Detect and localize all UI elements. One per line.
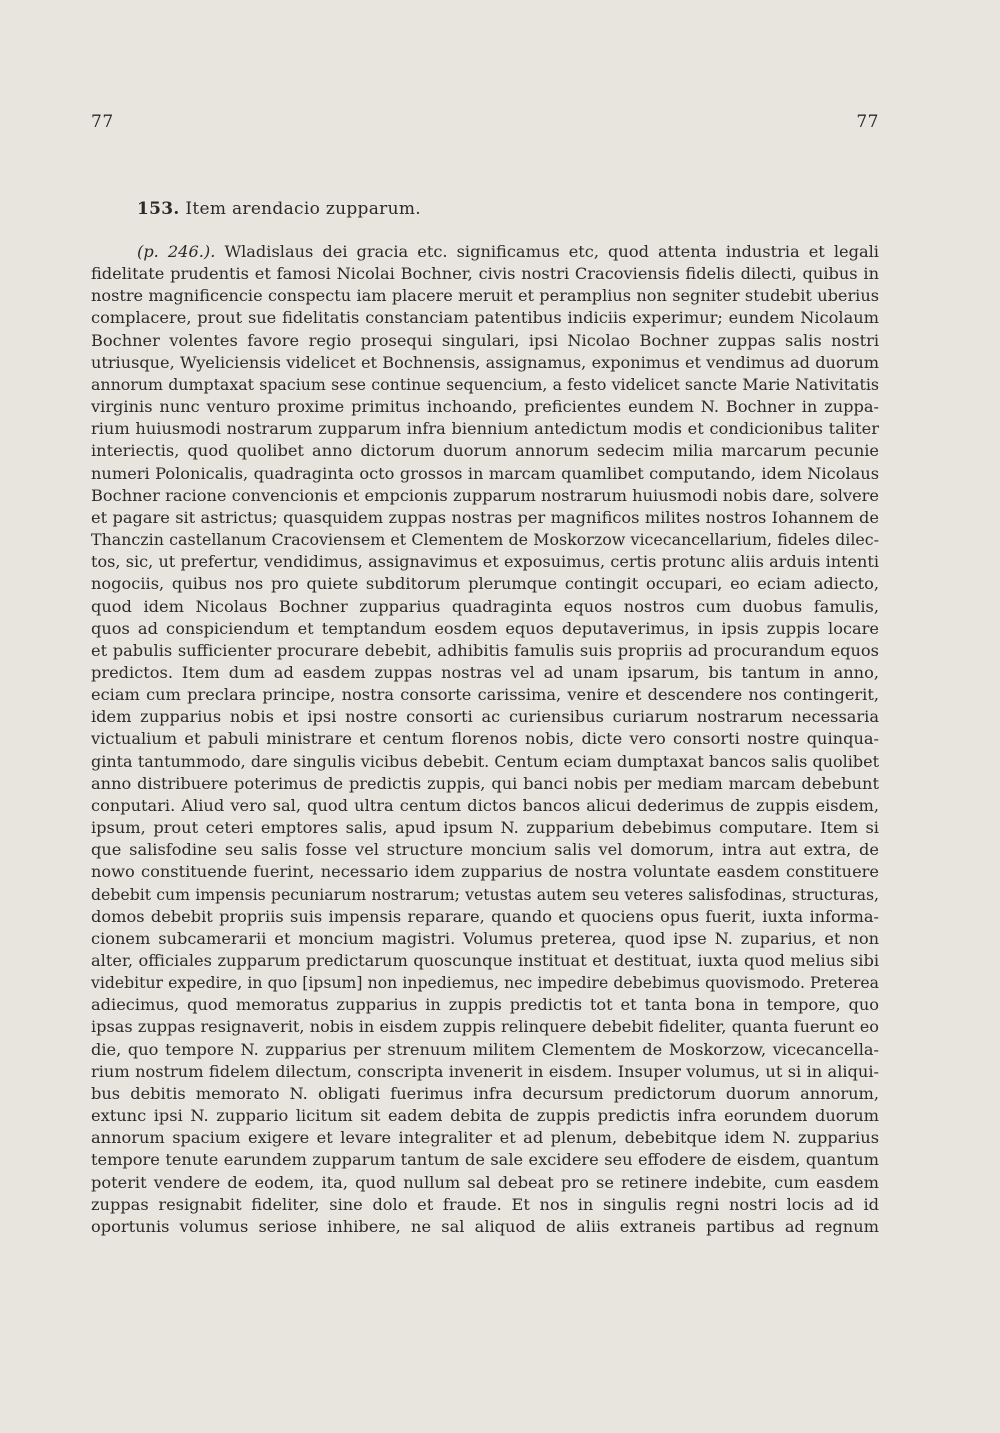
entry-number: 153. — [137, 199, 180, 219]
text-line: numeri Polonicalis, quadraginta octo grossos in marcam quamlibet computando, idem Nicolaus — [91, 463, 879, 483]
text-line: debebit cum impensis pecuniarum nostrarum; vetustas autem seu veteres salisfodinas, structuras, — [91, 884, 879, 904]
text-line: virginis nunc venturo proxime primitus inchoando, preficientes eundem N. Bochner in zuppa- — [91, 397, 879, 417]
text-line: victualium et pabuli ministrare et centum florenos nobis, dicte vero consorti nostre quinqua- — [91, 729, 879, 749]
text-line — [91, 241, 879, 263]
text-line: et pabulis sufficienter procurare debebit, adhibitis famulis suis propriis ad procurandum equos — [91, 640, 879, 660]
text-line: anno distribuere poterimus de predictis zuppis, qui banci nobis per mediam marcam debebunt — [91, 773, 879, 793]
text-line: complacere, prout sue fidelitatis constanciam patentibus indiciis experimur; eundem Nicolaum — [91, 308, 879, 328]
text-line: predictos. Item dum ad easdem zuppas nostras vel ad unam ipsarum, bis tantum in anno, — [91, 662, 879, 682]
document-body — [91, 241, 879, 1238]
text-line: interiectis, quod quolibet anno dictorum duorum annorum sedecim milia marcarum pecunie — [91, 441, 879, 461]
text-line: die, quo tempore N. zupparius per strenuum militem Clementem de Moskorzow, vicecancella- — [91, 1039, 879, 1059]
text-line: cionem subcamerarii et moncium magistri. Volumus preterea, quod ipse N. zuparius, et non — [91, 928, 879, 948]
text-line: quod idem Nicolaus Bochner zupparius quadraginta equos nostros cum duobus famulis, — [91, 596, 879, 616]
text-line-content: Wladislaus dei gracia etc. significamus etc, quod attenta industria et legali — [224, 242, 879, 261]
text-line: idem zupparius nobis et ipsi nostre consorti ac curiensibus curiarum nostrarum necessaria — [91, 707, 879, 727]
text-line: annorum spacium exigere et levare integraliter et ad plenum, debebitque idem N. zupparius — [91, 1128, 879, 1148]
text-line: nogociis, quibus nos pro quiete subditorum plerumque contingit occupari, eo eciam adiecto, — [91, 574, 879, 594]
text-line: nowo constituende fuerint, necessario idem zupparius de nostra voluntate easdem constituere — [91, 862, 879, 882]
text-line: ipsas zuppas resignaverit, nobis in eisdem zuppis relinquere debebit fideliter, quanta fuerunt eo — [91, 1017, 879, 1037]
text-line: utriusque, Wyeliciensis videlicet et Bochnensis, assignamus, exponimus et vendimus ad duorum — [91, 352, 879, 372]
page-number-right: 77 — [856, 112, 879, 132]
text-line: alter, officiales zupparum predictarum quoscunque instituat et destituat, iuxta quod melius sibi — [91, 951, 879, 970]
text-line: adiecimus, quod memoratus zupparius in zuppis predictis tot et tanta bona in tempore, quo — [91, 995, 879, 1015]
page-reference: (p. 246.). — [137, 242, 216, 261]
text-line: domos debebit propriis suis impensis reparare, quando et quociens opus fuerit, iuxta informa- — [91, 906, 879, 926]
text-line: videbitur expedire, in quo [ipsum] non inpediemus, nec impedire debebimus quovismodo. Preterea — [91, 973, 879, 993]
entry-heading — [137, 199, 421, 219]
text-line: Bochner racione convencionis et empcionis zupparum nostrarum huiusmodi nobis dare, solvere — [91, 485, 879, 505]
text-line: et pagare sit astrictus; quasquidem zuppas nostras per magnificos milites nostros Iohannem de — [91, 507, 879, 527]
text-line: Bochner volentes favore regio prosequi singulari, ipsi Nicolao Bochner zuppas salis nostri — [91, 330, 879, 350]
text-line: oportunis volumus seriose inhibere, ne sal aliquod de aliis extraneis partibus ad regnum — [91, 1216, 879, 1236]
text-line: nostre magnificencie conspectu iam placere meruit et peramplius non segniter studebit uberius — [91, 286, 879, 306]
text-line: que salisfodine seu salis fosse vel structure moncium salis vel domorum, intra aut extra, de — [91, 840, 879, 860]
text-line: rium huiusmodi nostrarum zupparum infra biennium antedictum modis et condicionibus taliter — [91, 419, 879, 439]
text-line: zuppas resignabit fideliter, sine dolo et fraude. Et nos in singulis regni nostri locis ad id — [91, 1194, 879, 1214]
text-line: conputari. Aliud vero sal, quod ultra centum dictos bancos alicui dederimus de zuppis eisdem, — [91, 795, 879, 815]
text-line: poterit vendere de eodem, ita, quod nullum sal debeat pro se retinere indebite, cum easdem — [91, 1172, 879, 1192]
page-number-left: 77 — [91, 112, 114, 132]
text-line: ginta tantummodo, dare singulis vicibus debebit. Centum eciam dumptaxat bancos salis quolibet — [91, 751, 879, 771]
text-line: bus debitis memorato N. obligati fuerimus infra decursum predictorum duorum annorum, — [91, 1083, 879, 1103]
text-line: tempore tenute earundem zupparum tantum de sale excidere seu effodere de eisdem, quantum — [91, 1150, 879, 1170]
text-line: Thanczin castellanum Cracoviensem et Clementem de Moskorzow vicecancellarium, fideles dilec- — [91, 530, 879, 550]
text-line: eciam cum preclara principe, nostra consorte carissima, venire et descendere nos contingerit, — [91, 685, 879, 705]
text-line: extunc ipsi N. zuppario licitum sit eadem debita de zuppis predictis infra eorundem duorum — [91, 1106, 879, 1126]
entry-title: Item arendacio zupparum. — [185, 199, 421, 219]
text-line: tos, sic, ut prefertur, vendidimus, assignavimus et exposuimus, certis protunc aliis arduis intenti — [91, 552, 879, 572]
text-line: annorum dumptaxat spacium sese continue sequencium, a festo videlicet sancte Marie Nativitatis — [91, 374, 879, 394]
text-line: fidelitate prudentis et famosi Nicolai Bochner, civis nostri Cracoviensis fidelis dilecti, quibus in — [91, 264, 879, 284]
text-line: ipsum, prout ceteri emptores salis, apud ipsum N. zupparium debebimus computare. Item si — [91, 818, 879, 838]
text-line: rium nostrum fidelem dilectum, conscripta invenerit in eisdem. Insuper volumus, ut si in aliqui- — [91, 1061, 879, 1081]
text-line: quos ad conspiciendum et temptandum eosdem equos deputaverimus, in ipsis zuppis locare — [91, 618, 879, 638]
